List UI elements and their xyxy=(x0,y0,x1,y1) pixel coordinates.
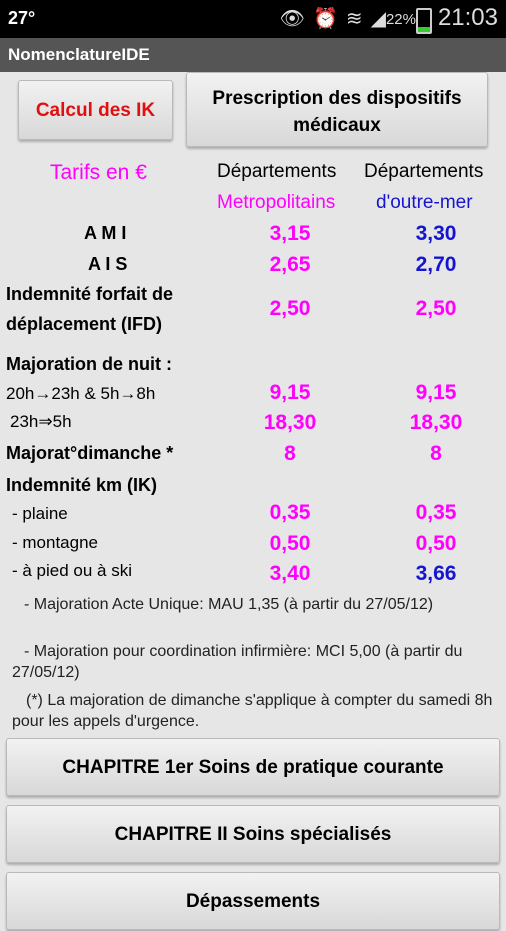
row-montagne-label: - montagne xyxy=(12,533,98,552)
prescription-label-line2: médicaux xyxy=(293,115,381,136)
row-dimanche-metro: 8 xyxy=(284,442,296,465)
row-nuit1-metro: 9,15 xyxy=(269,381,311,404)
row-pied-ski-metro: 3,40 xyxy=(269,562,311,585)
wifi-icon: ≋ xyxy=(345,8,363,30)
status-bar xyxy=(0,0,506,38)
tarifs-header: Tarifs en € xyxy=(50,161,147,184)
row-dimanche-outremer: 8 xyxy=(430,442,442,465)
prescription-label-line1: Prescription des dispositifs xyxy=(212,88,462,109)
row-nuit2-outremer: 18,30 xyxy=(409,411,463,434)
row-ifd-label-line2: déplacement (IFD) xyxy=(6,314,163,334)
alarm-icon: ⏰ xyxy=(312,8,338,30)
row-montagne-metro: 0,50 xyxy=(269,532,311,555)
battery-percent: 22% xyxy=(385,11,416,28)
signal-icon: ◢ xyxy=(370,8,386,30)
calcul-ik-button[interactable]: Calcul des IK xyxy=(18,80,173,140)
row-ami-metro: 3,15 xyxy=(269,222,311,245)
row-ais-outremer: 2,70 xyxy=(415,253,457,276)
row-montagne-outremer: 0,50 xyxy=(415,532,457,555)
clock: 21:03 xyxy=(437,4,498,31)
note-dimanche: (*) La majoration de dimanche s'applique à compter du samedi 8h pour les appels d'urgence. xyxy=(12,692,493,730)
status-icons xyxy=(280,7,386,31)
row-plaine-metro: 0,35 xyxy=(269,501,311,524)
battery-icon xyxy=(416,8,432,34)
chapter-2-button[interactable]: CHAPITRE II Soins spécialisés xyxy=(6,805,500,863)
note-mau: - Majoration Acte Unique: MAU 1,35 (à partir du 27/05/12) xyxy=(24,596,434,613)
prescription-button[interactable] xyxy=(186,72,488,147)
row-nuit1-label: 20h→23h & 5h→8h xyxy=(6,384,156,403)
col2-header-line2: d'outre-mer xyxy=(376,192,473,213)
col2-header-line1: Départements xyxy=(364,161,484,182)
row-ifd-label-line1: Indemnité forfait de xyxy=(6,284,174,304)
ik-header: Indemnité km (IK) xyxy=(6,475,158,495)
note-mci: - Majoration pour coordination infirmière: MCI 5,00 (à partir du 27/05/12) xyxy=(12,643,463,681)
row-nuit1-outremer: 9,15 xyxy=(415,381,457,404)
col1-header-line1: Départements xyxy=(217,161,337,182)
nuit-header: Majoration de nuit : xyxy=(6,354,172,374)
row-nuit2-label: 23h⇒5h xyxy=(10,412,72,431)
app-title: NomenclatureIDE xyxy=(8,45,150,64)
row-pied-ski-outremer: 3,66 xyxy=(415,562,457,585)
row-ais-metro: 2,65 xyxy=(269,253,311,276)
row-plaine-label: - plaine xyxy=(12,504,68,523)
row-ifd-metro: 2,50 xyxy=(269,297,311,320)
row-nuit2-metro: 18,30 xyxy=(263,411,317,434)
chapter-1-button[interactable]: CHAPITRE 1er Soins de pratique courante xyxy=(6,738,500,796)
row-ami-label: A M I xyxy=(84,223,127,243)
row-plaine-outremer: 0,35 xyxy=(415,501,457,524)
col1-header-line2: Metropolitains xyxy=(217,192,336,213)
row-pied-ski-label: - à pied ou à ski xyxy=(12,561,133,580)
row-ifd-outremer: 2,50 xyxy=(415,297,457,320)
row-ami-outremer: 3,30 xyxy=(415,222,457,245)
row-dimanche-label: Majorat°dimanche * xyxy=(6,443,174,463)
app-title-bar xyxy=(0,38,506,72)
depassements-button[interactable]: Dépassements xyxy=(6,872,500,930)
eye-icon: 👁 xyxy=(279,8,305,30)
row-ais-label: A I S xyxy=(88,254,128,274)
temperature: 27° xyxy=(8,8,36,28)
